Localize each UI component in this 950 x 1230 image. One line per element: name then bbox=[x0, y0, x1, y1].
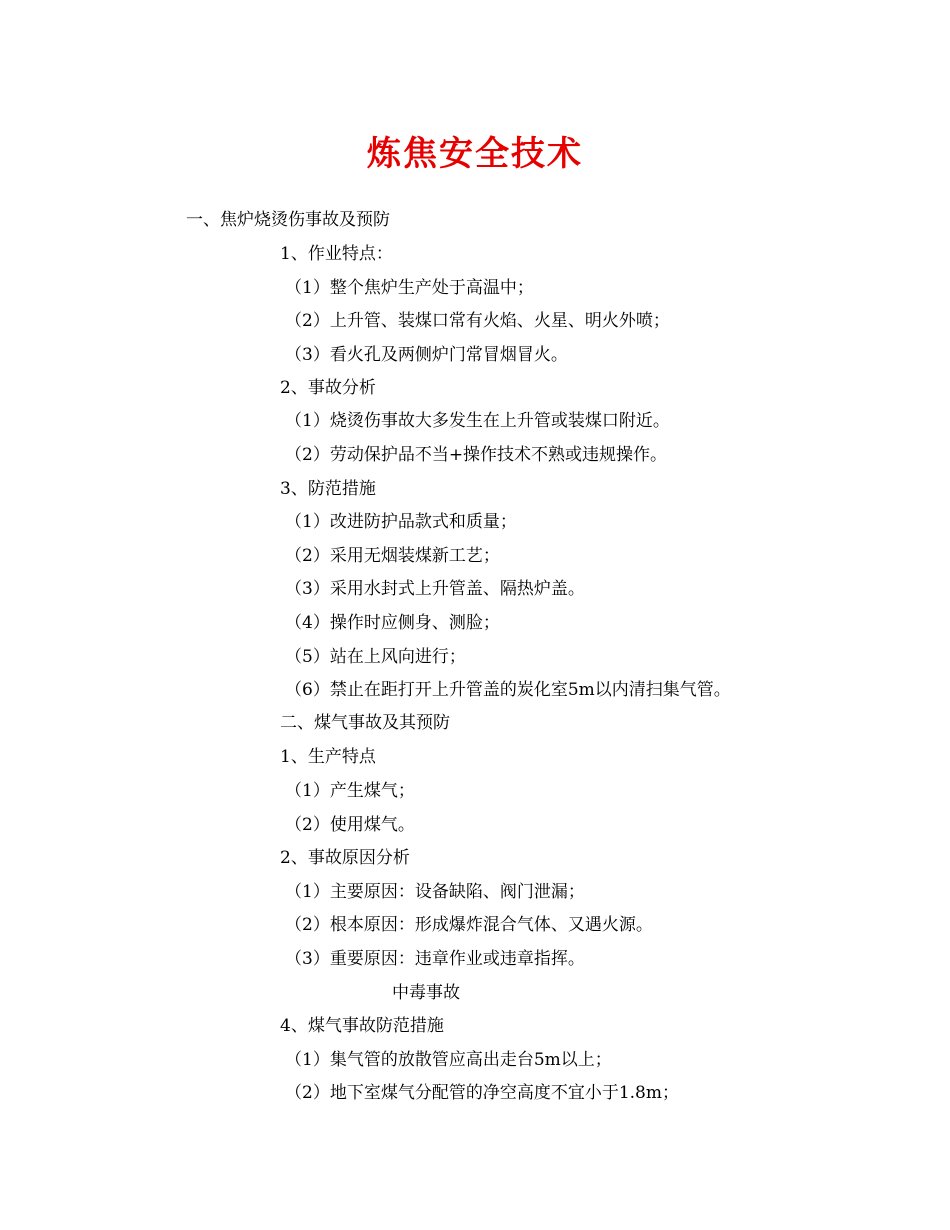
list-item: （1）产生煤气； bbox=[285, 781, 415, 801]
list-item: （2）地下室煤气分配管的净空高度不宜小于1.8m； bbox=[285, 1083, 679, 1103]
section-heading-2: 二、煤气事故及其预防 bbox=[280, 713, 450, 733]
subsection-heading: 4、煤气事故防范措施 bbox=[280, 1016, 444, 1036]
document-title: 炼焦安全技术 bbox=[367, 134, 583, 174]
subsection-heading: 1、生产特点 bbox=[280, 747, 376, 767]
list-item: （1）烧烫伤事故大多发生在上升管或装煤口附近。 bbox=[285, 411, 670, 431]
centered-note: 中毒事故 bbox=[392, 983, 460, 1003]
subsection-heading: 3、防范措施 bbox=[280, 479, 376, 499]
subsection-heading: 2、事故原因分析 bbox=[280, 848, 410, 868]
list-item: （2）上升管、装煤口常有火焰、火星、明火外喷； bbox=[285, 311, 670, 331]
list-item: （1）整个焦炉生产处于高温中； bbox=[285, 278, 534, 298]
list-item: （2）使用煤气。 bbox=[285, 815, 415, 835]
list-item: （3）重要原因：违章作业或违章指挥。 bbox=[285, 949, 585, 969]
list-item: （2）劳动保护品不当+操作技术不熟或违规操作。 bbox=[285, 445, 668, 465]
subsection-heading: 1、作业特点： bbox=[280, 244, 393, 264]
list-item: （1）改进防护品款式和质量； bbox=[285, 512, 517, 532]
list-item: （6）禁止在距打开上升管盖的炭化室5m以内清扫集气管。 bbox=[285, 680, 731, 700]
list-item: （1）集气管的放散管应高出走台5m以上； bbox=[285, 1050, 612, 1070]
section-heading-1: 一、焦炉烧烫伤事故及预防 bbox=[186, 210, 390, 230]
list-item: （4）操作时应侧身、测脸； bbox=[285, 613, 500, 633]
subsection-heading: 2、事故分析 bbox=[280, 378, 376, 398]
list-item: （2）根本原因：形成爆炸混合气体、又遇火源。 bbox=[285, 915, 653, 935]
list-item: （3）采用水封式上升管盖、隔热炉盖。 bbox=[285, 579, 585, 599]
list-item: （5）站在上风向进行； bbox=[285, 647, 466, 667]
list-item: （1）主要原因：设备缺陷、阀门泄漏； bbox=[285, 882, 585, 902]
list-item: （2）采用无烟装煤新工艺； bbox=[285, 546, 500, 566]
list-item: （3）看火孔及两侧炉门常冒烟冒火。 bbox=[285, 345, 568, 365]
